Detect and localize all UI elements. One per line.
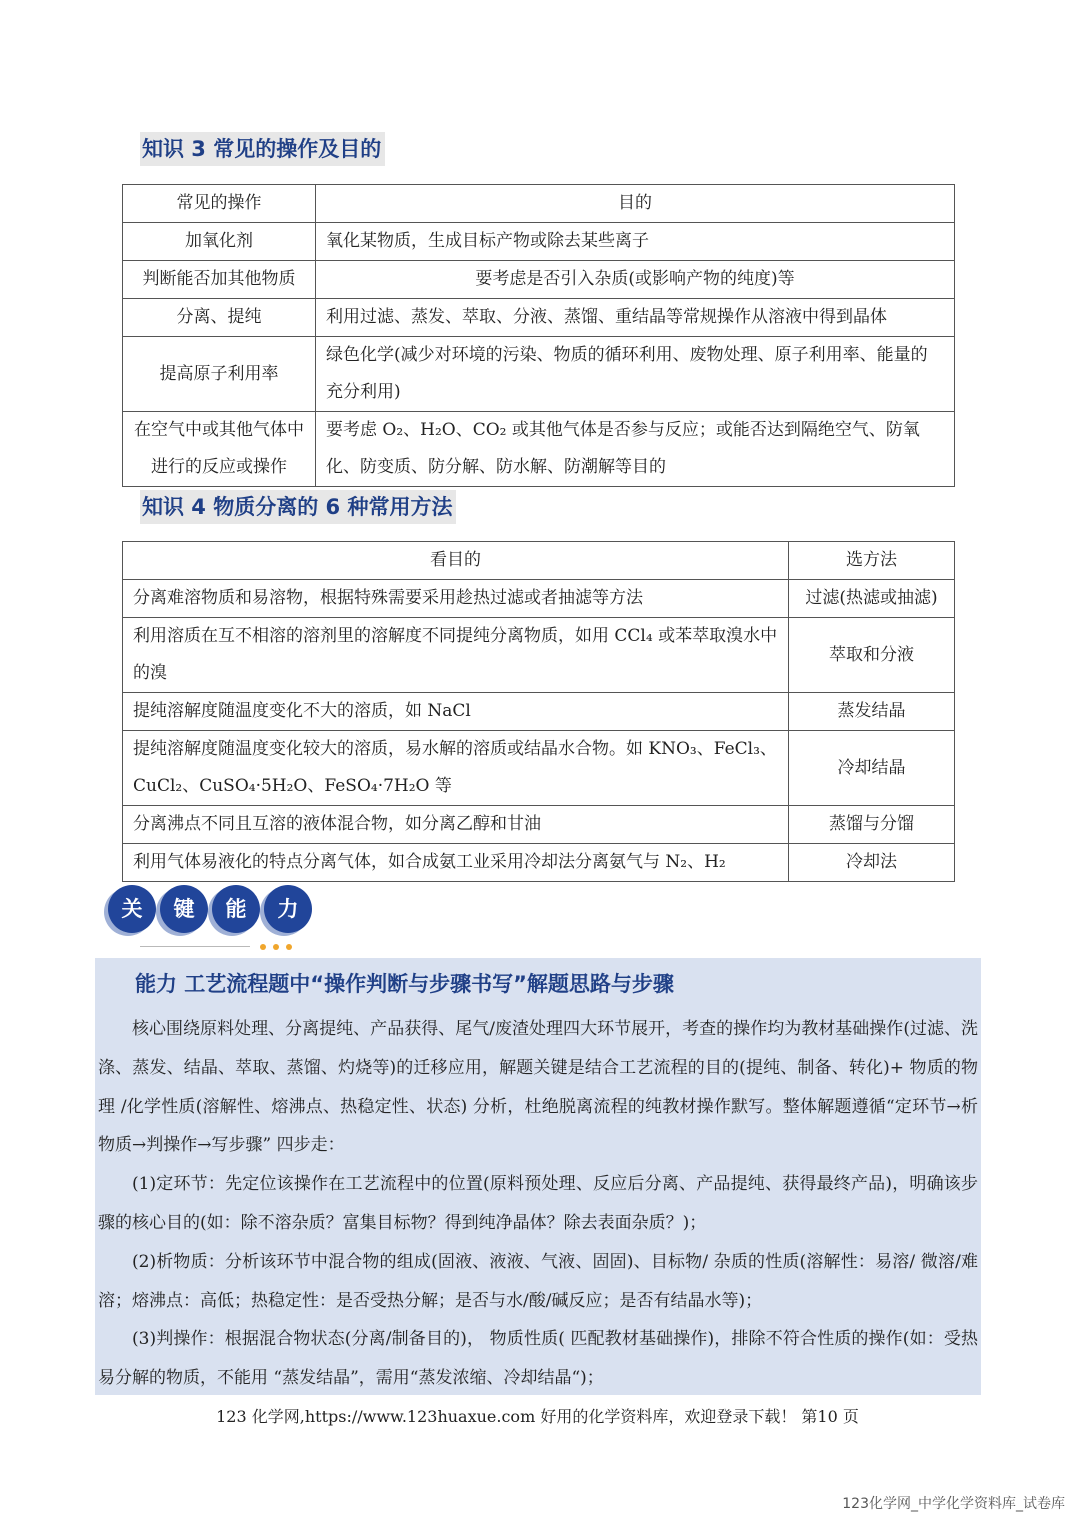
table-header-row [123,542,955,580]
method-cell: 过滤(热滤或抽滤) [789,580,955,618]
paragraph: (1)定环节：先定位该操作在工艺流程中的位置(原料预处理、反应后分离、产品提纯、获得最终产品)，明确该步骤的核心目的(如：除不溶杂质？富集目标物？得到纯净晶体？除去表面杂质？)； [98,1174,978,1233]
table-row [123,412,955,487]
decorative-dot [286,944,292,950]
table-row [123,618,955,693]
purpose-cell: 利用溶质在互不相溶的溶剂里的溶解度不同提纯分离物质，如用 CCl₄ 或苯萃取溴水中的溴 [123,618,789,693]
table-row [123,580,955,618]
method-cell: 冷却法 [789,844,955,882]
purpose-cell: 要考虑 O₂、H₂O、CO₂ 或其他气体是否参与反应；或能否达到隔绝空气、防氧化、防变质、防分解、防水解、防潮解等目的 [316,412,955,487]
header-purpose: 看目的 [123,542,789,580]
purpose-cell: 要考虑是否引入杂质(或影响产物的纯度)等 [316,261,955,299]
purpose-cell: 提纯溶解度随温度变化不大的溶质，如 NaCl [123,693,789,731]
method-cell: 蒸馏与分馏 [789,806,955,844]
ability-content [98,1010,978,1398]
purpose-cell: 利用过滤、蒸发、萃取、分液、蒸馏、重结晶等常规操作从溶液中得到晶体 [316,299,955,337]
operation-cell: 在空气中或其他气体中进行的反应或操作 [123,412,316,487]
operation-cell: 判断能否加其他物质 [123,261,316,299]
purpose-cell: 绿色化学(减少对环境的污染、物质的循环利用、废物处理、原子利用率、能量的充分利用) [316,337,955,412]
table-row [123,731,955,806]
purpose-cell: 分离沸点不同且互溶的液体混合物，如分离乙醇和甘油 [123,806,789,844]
badge-guan: 关 [108,885,156,933]
ability-title: 能力 工艺流程题中“操作判断与步骤书写”解题思路与步骤 [135,972,674,996]
table-header-row [123,185,955,223]
method-cell: 冷却结晶 [789,731,955,806]
method-cell: 萃取和分液 [789,618,955,693]
table-row [123,299,955,337]
badge-li: 力 [264,885,312,933]
table-row [123,261,955,299]
purpose-cell: 分离难溶物质和易溶物，根据特殊需要采用趁热过滤或者抽滤等方法 [123,580,789,618]
badge-neng: 能 [212,885,260,933]
paragraph: (2)析物质：分析该环节中混合物的组成(固液、液液、气液、固固)、目标物/ 杂质的性质(溶解性：易溶/ 微溶/难溶；熔沸点：高低；热稳定性：是否受热分解；是否与水/酸/碱反应；是否有结晶水等)； [98,1251,978,1311]
site-watermark: 123化学网_中学化学资料库_试卷库 [842,1496,1065,1512]
decorative-dot [260,944,266,950]
purpose-cell: 利用气体易液化的特点分离气体，如合成氨工业采用冷却法分离氨气与 N₂、H₂ [123,844,789,882]
decorative-dot [273,944,279,950]
section4-title: 知识 4 物质分离的 6 种常用方法 [140,490,456,524]
operation-cell: 分离、提纯 [123,299,316,337]
badge-jian: 键 [160,885,208,933]
separation-methods-table [122,541,955,882]
header-operation: 常见的操作 [123,185,316,223]
table-row [123,806,955,844]
paragraph: (3)判操作：根据混合物状态(分离/制备目的)， 物质性质( 匹配教材基础操作)，排除不符合性质的操作(如：受热易分解的物质，不能用 “蒸发结晶”，需用“蒸发浓缩、冷却结晶“)； [98,1329,978,1389]
operation-cell: 加氧化剂 [123,223,316,261]
purpose-cell: 氧化某物质，生成目标产物或除去某些离子 [316,223,955,261]
operations-table [122,184,955,487]
decorative-divider [140,946,250,947]
header-purpose: 目的 [316,185,955,223]
header-method: 选方法 [789,542,955,580]
table-row [123,223,955,261]
section3-title: 知识 3 常见的操作及目的 [140,132,385,166]
purpose-cell: 提纯溶解度随温度变化较大的溶质，易水解的溶质或结晶水合物。如 KNO₃、FeCl₃、CuCl₂、CuSO₄·5H₂O、FeSO₄·7H₂O 等 [123,731,789,806]
table-row [123,844,955,882]
method-cell: 蒸发结晶 [789,693,955,731]
page-footer: 123 化学网,https://www.123huaxue.com 好用的化学资料库，欢迎登录下载！ 第10 页 [216,1407,859,1426]
table-row [123,693,955,731]
paragraph: 核心围绕原料处理、分离提纯、产品获得、尾气/废渣处理四大环节展开，考查的操作均为教材基础操作(过滤、洗涤、蒸发、结晶、萃取、蒸馏、灼烧等)的迁移应用，解题关键是结合工艺流程的目的(提纯、制备、转化)+ 物质的物理 /化学性质(溶解性、熔沸点、热稳定性、状态) 分析，杜绝脱离流程的纯教材操作默写。整体解题遵循“定环节→析物质→判操作→写步骤” 四步走： [98,1019,978,1156]
table-row [123,337,955,412]
operation-cell: 提高原子利用率 [123,337,316,412]
